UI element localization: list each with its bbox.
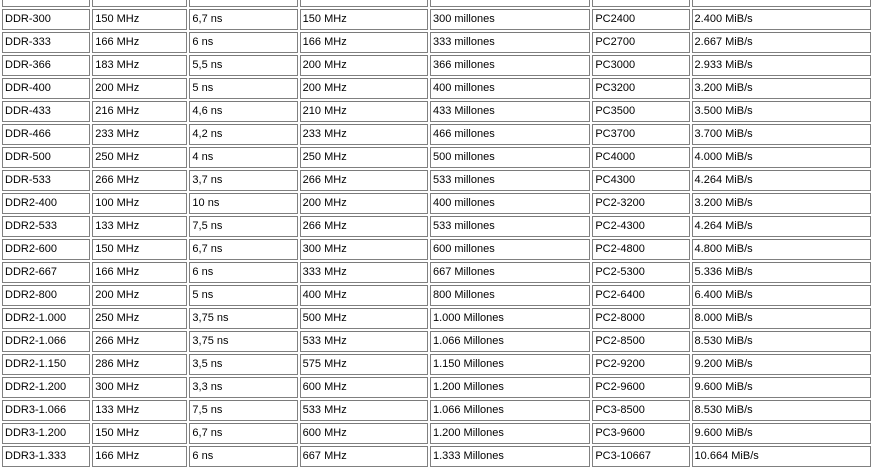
bus-clock-cell: 200 MHz: [300, 193, 428, 214]
transfers-cell: 600 millones: [430, 239, 590, 260]
bus-clock-cell: [300, 0, 428, 7]
module-name-cell: DDR-533: [2, 170, 90, 191]
module-name-pc-cell: PC2400: [592, 9, 689, 30]
memory-clock-cell: 150 MHz: [92, 423, 187, 444]
bandwidth-cell: 10.664 MiB/s: [692, 446, 871, 467]
transfers-cell: 466 millones: [430, 124, 590, 145]
bus-clock-cell: 500 MHz: [300, 308, 428, 329]
bus-clock-cell: 233 MHz: [300, 124, 428, 145]
transfers-cell: 500 millones: [430, 147, 590, 168]
module-name-pc-cell: PC2-3200: [592, 193, 689, 214]
bandwidth-cell: 5.336 MiB/s: [692, 262, 871, 283]
memory-clock-cell: 200 MHz: [92, 78, 187, 99]
bandwidth-cell: 3.500 MiB/s: [692, 101, 871, 122]
transfers-cell: 533 millones: [430, 170, 590, 191]
module-name-cell: [2, 0, 90, 7]
module-name-pc-cell: PC3700: [592, 124, 689, 145]
memory-clock-cell: 183 MHz: [92, 55, 187, 76]
memory-clock-cell: 250 MHz: [92, 147, 187, 168]
table-row: [2, 239, 871, 260]
module-name-pc-cell: PC4300: [592, 170, 689, 191]
table-row: [2, 193, 871, 214]
bus-clock-cell: 300 MHz: [300, 239, 428, 260]
module-name-pc-cell: PC2-9200: [592, 354, 689, 375]
bus-clock-cell: 166 MHz: [300, 32, 428, 53]
transfers-cell: 433 Millones: [430, 101, 590, 122]
memory-clock-cell: 266 MHz: [92, 331, 187, 352]
bus-clock-cell: 200 MHz: [300, 78, 428, 99]
table-row: [2, 170, 871, 191]
module-name-pc-cell: PC3200: [592, 78, 689, 99]
bandwidth-cell: 3.200 MiB/s: [692, 193, 871, 214]
bus-clock-cell: 333 MHz: [300, 262, 428, 283]
module-name-pc-cell: PC3-8500: [592, 400, 689, 421]
module-name-cell: DDR2-533: [2, 216, 90, 237]
cycle-time-cell: 7,5 ns: [189, 400, 297, 421]
memory-clock-cell: 286 MHz: [92, 354, 187, 375]
module-name-cell: DDR2-667: [2, 262, 90, 283]
cycle-time-cell: 3,7 ns: [189, 170, 297, 191]
bus-clock-cell: 533 MHz: [300, 331, 428, 352]
transfers-cell: 533 millones: [430, 216, 590, 237]
table-row: [2, 331, 871, 352]
transfers-cell: 1.150 Millones: [430, 354, 590, 375]
memory-clock-cell: 150 MHz: [92, 239, 187, 260]
transfers-cell: 366 millones: [430, 55, 590, 76]
bandwidth-cell: [692, 0, 871, 7]
memory-clock-cell: 166 MHz: [92, 446, 187, 467]
bandwidth-cell: 2.933 MiB/s: [692, 55, 871, 76]
module-name-pc-cell: PC3-9600: [592, 423, 689, 444]
bandwidth-cell: 4.800 MiB/s: [692, 239, 871, 260]
bandwidth-cell: 8.000 MiB/s: [692, 308, 871, 329]
table-row: [2, 32, 871, 53]
bus-clock-cell: 266 MHz: [300, 216, 428, 237]
bus-clock-cell: 210 MHz: [300, 101, 428, 122]
transfers-cell: [430, 0, 590, 7]
cycle-time-cell: 6,7 ns: [189, 239, 297, 260]
module-name-cell: DDR-433: [2, 101, 90, 122]
module-name-cell: DDR-333: [2, 32, 90, 53]
bandwidth-cell: 3.200 MiB/s: [692, 78, 871, 99]
transfers-cell: 667 Millones: [430, 262, 590, 283]
bandwidth-cell: 3.700 MiB/s: [692, 124, 871, 145]
module-name-cell: DDR2-600: [2, 239, 90, 260]
cycle-time-cell: 6,7 ns: [189, 9, 297, 30]
cycle-time-cell: 6 ns: [189, 32, 297, 53]
table-row: [2, 101, 871, 122]
cycle-time-cell: 3,5 ns: [189, 354, 297, 375]
module-name-pc-cell: PC2-8500: [592, 331, 689, 352]
table-row: [2, 124, 871, 145]
module-name-pc-cell: PC2-4300: [592, 216, 689, 237]
bus-clock-cell: 250 MHz: [300, 147, 428, 168]
cycle-time-cell: 3,75 ns: [189, 308, 297, 329]
table-row: [2, 377, 871, 398]
memory-clock-cell: 266 MHz: [92, 170, 187, 191]
table-row: [2, 423, 871, 444]
table-row: [2, 400, 871, 421]
module-name-cell: DDR-300: [2, 9, 90, 30]
bus-clock-cell: 150 MHz: [300, 9, 428, 30]
module-name-cell: DDR-400: [2, 78, 90, 99]
cycle-time-cell: 5 ns: [189, 285, 297, 306]
module-name-cell: DDR3-1.333: [2, 446, 90, 467]
memory-clock-cell: 100 MHz: [92, 193, 187, 214]
table-row: [2, 354, 871, 375]
module-name-pc-cell: PC2-5300: [592, 262, 689, 283]
cycle-time-cell: 5,5 ns: [189, 55, 297, 76]
module-name-pc-cell: PC2-4800: [592, 239, 689, 260]
module-name-pc-cell: PC2700: [592, 32, 689, 53]
cycle-time-cell: [189, 0, 297, 7]
module-name-pc-cell: PC3000: [592, 55, 689, 76]
transfers-cell: 333 millones: [430, 32, 590, 53]
module-name-cell: DDR2-1.066: [2, 331, 90, 352]
bandwidth-cell: 8.530 MiB/s: [692, 400, 871, 421]
bandwidth-cell: 4.264 MiB/s: [692, 216, 871, 237]
cycle-time-cell: 6 ns: [189, 262, 297, 283]
transfers-cell: 1.000 Millones: [430, 308, 590, 329]
bandwidth-cell: 2.667 MiB/s: [692, 32, 871, 53]
bus-clock-cell: 600 MHz: [300, 377, 428, 398]
bus-clock-cell: 400 MHz: [300, 285, 428, 306]
module-name-pc-cell: PC2-9600: [592, 377, 689, 398]
bandwidth-cell: 9.200 MiB/s: [692, 354, 871, 375]
module-name-cell: DDR3-1.200: [2, 423, 90, 444]
memory-clock-cell: 166 MHz: [92, 32, 187, 53]
transfers-cell: 1.066 Millones: [430, 400, 590, 421]
bandwidth-cell: 9.600 MiB/s: [692, 423, 871, 444]
module-name-pc-cell: PC3500: [592, 101, 689, 122]
bus-clock-cell: 600 MHz: [300, 423, 428, 444]
transfers-cell: 400 millones: [430, 193, 590, 214]
module-name-cell: DDR2-1.150: [2, 354, 90, 375]
bus-clock-cell: 533 MHz: [300, 400, 428, 421]
module-name-pc-cell: PC2-6400: [592, 285, 689, 306]
transfers-cell: 1.066 Millones: [430, 331, 590, 352]
module-name-pc-cell: PC2-8000: [592, 308, 689, 329]
table-row: [2, 0, 871, 7]
memory-spec-table-body: [2, 0, 871, 467]
cycle-time-cell: 4,2 ns: [189, 124, 297, 145]
module-name-cell: DDR-500: [2, 147, 90, 168]
table-row: [2, 55, 871, 76]
table-row: [2, 147, 871, 168]
bandwidth-cell: 9.600 MiB/s: [692, 377, 871, 398]
cycle-time-cell: 3,3 ns: [189, 377, 297, 398]
cycle-time-cell: 10 ns: [189, 193, 297, 214]
cycle-time-cell: 4,6 ns: [189, 101, 297, 122]
memory-clock-cell: [92, 0, 187, 7]
module-name-cell: DDR3-1.066: [2, 400, 90, 421]
bus-clock-cell: 266 MHz: [300, 170, 428, 191]
memory-clock-cell: 233 MHz: [92, 124, 187, 145]
table-row: [2, 308, 871, 329]
bandwidth-cell: 2.400 MiB/s: [692, 9, 871, 30]
cycle-time-cell: 6 ns: [189, 446, 297, 467]
table-row: [2, 216, 871, 237]
table-row: [2, 262, 871, 283]
cycle-time-cell: 6,7 ns: [189, 423, 297, 444]
bandwidth-cell: 6.400 MiB/s: [692, 285, 871, 306]
module-name-cell: DDR2-400: [2, 193, 90, 214]
table-row: [2, 9, 871, 30]
transfers-cell: 1.333 Millones: [430, 446, 590, 467]
module-name-cell: DDR2-1.000: [2, 308, 90, 329]
transfers-cell: 300 millones: [430, 9, 590, 30]
transfers-cell: 400 millones: [430, 78, 590, 99]
transfers-cell: 1.200 Millones: [430, 377, 590, 398]
bandwidth-cell: 4.000 MiB/s: [692, 147, 871, 168]
bandwidth-cell: 4.264 MiB/s: [692, 170, 871, 191]
table-row: [2, 285, 871, 306]
transfers-cell: 800 Millones: [430, 285, 590, 306]
memory-clock-cell: 133 MHz: [92, 216, 187, 237]
transfers-cell: 1.200 Millones: [430, 423, 590, 444]
module-name-cell: DDR2-800: [2, 285, 90, 306]
bus-clock-cell: 667 MHz: [300, 446, 428, 467]
module-name-cell: DDR2-1.200: [2, 377, 90, 398]
bus-clock-cell: 200 MHz: [300, 55, 428, 76]
module-name-cell: DDR-366: [2, 55, 90, 76]
module-name-cell: DDR-466: [2, 124, 90, 145]
cycle-time-cell: 4 ns: [189, 147, 297, 168]
cycle-time-cell: 5 ns: [189, 78, 297, 99]
cycle-time-cell: 3,75 ns: [189, 331, 297, 352]
memory-clock-cell: 250 MHz: [92, 308, 187, 329]
table-row: [2, 78, 871, 99]
memory-clock-cell: 200 MHz: [92, 285, 187, 306]
cycle-time-cell: 7,5 ns: [189, 216, 297, 237]
module-name-pc-cell: PC4000: [592, 147, 689, 168]
bandwidth-cell: 8.530 MiB/s: [692, 331, 871, 352]
module-name-pc-cell: PC3-10667: [592, 446, 689, 467]
bus-clock-cell: 575 MHz: [300, 354, 428, 375]
memory-clock-cell: 133 MHz: [92, 400, 187, 421]
module-name-pc-cell: [592, 0, 689, 7]
memory-clock-cell: 216 MHz: [92, 101, 187, 122]
memory-clock-cell: 150 MHz: [92, 9, 187, 30]
memory-clock-cell: 166 MHz: [92, 262, 187, 283]
memory-clock-cell: 300 MHz: [92, 377, 187, 398]
